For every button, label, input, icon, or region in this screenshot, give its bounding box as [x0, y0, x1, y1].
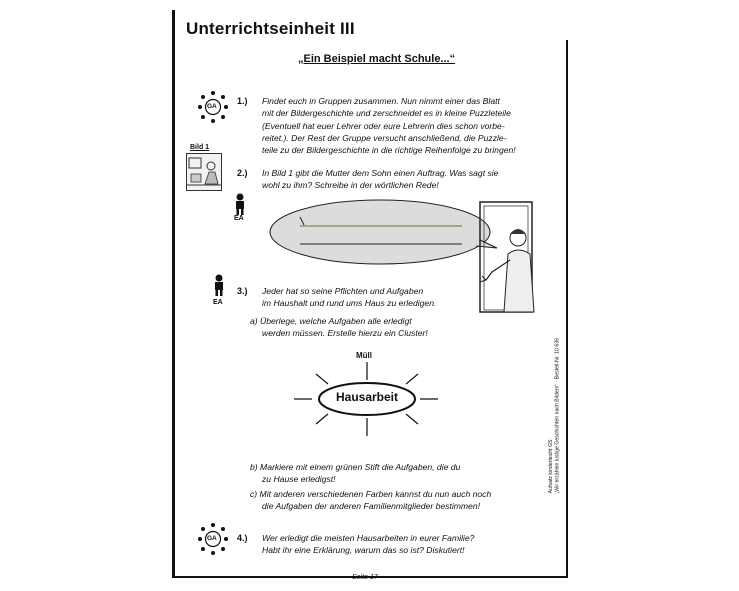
task-3c-text	[250, 488, 491, 513]
task-3-line: im Haushalt und rund ums Haus zu erledigen.	[262, 298, 437, 309]
task-3b-text	[250, 461, 460, 486]
task-3a-text	[250, 315, 428, 340]
task-1-line: mit der Bildergeschichte und zerschneidet es in kleine Puzzleteile	[262, 108, 511, 119]
task-3-line: Jeder hat so seine Pflichten und Aufgaben	[262, 286, 424, 296]
picture-1-label: Bild 1	[190, 144, 210, 151]
publisher-line: Aufsatz kinderleicht GS	[548, 439, 554, 494]
task-1-line: Findet euch in Gruppen zusammen. Nun nimmt einer das Blatt	[262, 96, 500, 106]
publisher-line: „Wir erzählen lustige Geschichten nach Bildern“ · Bestell-Nr. 10 636	[554, 338, 561, 494]
task-3b-line: b) Markiere mit einem grünen Stift die Aufgaben, die du	[250, 462, 461, 472]
task-3a-line: a) Überlege, welche Aufgaben alle erledigt	[250, 316, 412, 326]
task-4-line: Wer erledigt die meisten Hausarbeiten in eurer Familie?	[262, 533, 475, 543]
frame-right-border	[566, 40, 568, 578]
group-work-label: GA	[207, 535, 217, 542]
single-work-label: EA	[213, 299, 223, 306]
task-2-text	[262, 167, 498, 192]
task-4-text	[262, 532, 474, 557]
task-4-number: 4.)	[237, 533, 248, 543]
task-1-line: reitet.). Der Rest der Gruppe versucht anschließend, die Puzzle-	[262, 132, 507, 143]
page-subtitle: „Ein Beispiel macht Schule...“	[298, 53, 456, 65]
task-4-line: Habt ihr eine Erklärung, warum das so ist? Diskutiert!	[262, 545, 465, 556]
task-2-line: In Bild 1 gibt die Mutter dem Sohn einen Auftrag. Was sagt sie	[262, 168, 499, 178]
task-1-line: teile zu der Bildergeschichte in die richtige Reihenfolge zu bringen!	[262, 145, 516, 156]
task-1-number: 1.)	[237, 96, 248, 106]
task-3-text	[262, 285, 436, 310]
task-2-number: 2.)	[237, 168, 248, 178]
frame-left-border	[172, 10, 175, 578]
task-1-line: (Eventuell hat euer Lehrer oder eure Lehrerin dies schon vorbe-	[262, 120, 505, 131]
task-3-number: 3.)	[237, 286, 248, 296]
picture-1-illustration	[186, 153, 222, 191]
cluster-center-label: Hausarbeit	[335, 390, 399, 404]
cluster-example-word: Müll	[356, 351, 372, 360]
single-work-label: EA	[234, 215, 244, 222]
task-2-line: wohl zu ihm? Schreibe in der wörtlichen Rede!	[262, 180, 439, 191]
task-3c-line: c) Mit anderen verschiedenen Farben kannst du nun auch noch	[250, 489, 492, 499]
task-3c-line: die Aufgaben der anderen Familienmitglieder bestimmen!	[262, 501, 480, 512]
speech-bubble-writing-area	[268, 196, 498, 268]
group-work-label: GA	[207, 103, 217, 110]
publisher-side-text	[548, 338, 561, 493]
task-1-text	[262, 95, 516, 156]
page-title: Unterrichtseinheit III	[186, 19, 355, 38]
page-number: Seite 17	[352, 574, 378, 581]
task-3b-line: zu Hause erledigst!	[262, 474, 336, 485]
mother-at-door-illustration	[470, 200, 542, 320]
task-3a-line: werden müssen. Erstelle hierzu ein Cluster!	[262, 328, 428, 339]
single-work-icon	[212, 274, 226, 296]
single-work-icon	[233, 193, 247, 215]
